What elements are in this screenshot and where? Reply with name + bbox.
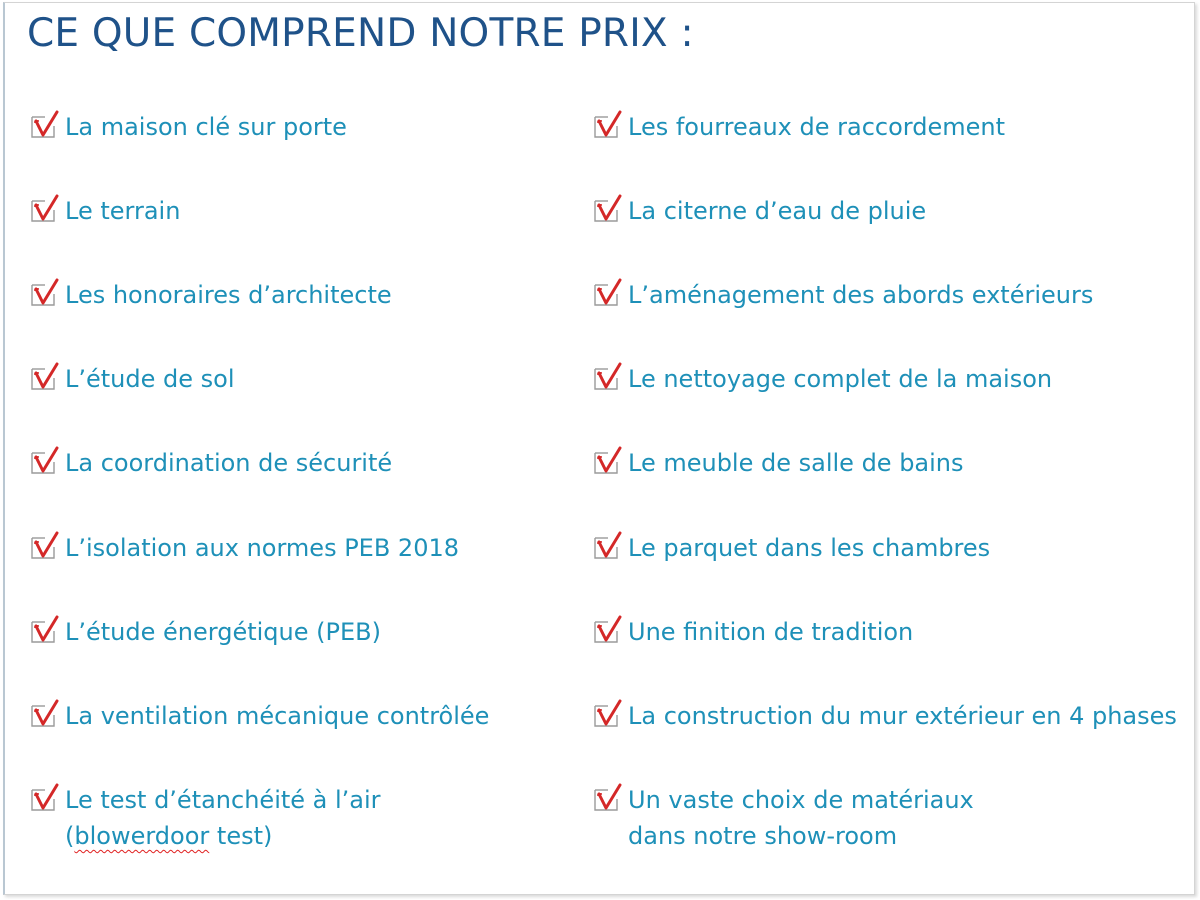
- list-item-label: Les fourreaux de raccordement: [628, 113, 1005, 141]
- list-item-line-1: Un vaste choix de matériaux: [628, 786, 974, 814]
- list-item: [592, 445, 964, 481]
- list-item: [592, 530, 990, 566]
- checkbox-check-icon: [29, 699, 60, 729]
- list-item: [592, 277, 1093, 313]
- page-title: CE QUE COMPREND NOTRE PRIX :: [27, 11, 694, 56]
- list-item: [592, 109, 1005, 145]
- checkbox-check-icon: [592, 531, 623, 561]
- list-item-line-2: dans notre show-room: [628, 822, 898, 850]
- list-item: [592, 193, 926, 229]
- list-item-label: La construction du mur extérieur en 4 phases: [628, 702, 1177, 730]
- list-item: [592, 698, 1177, 734]
- list-item: [29, 445, 392, 481]
- list-item: [29, 361, 235, 397]
- list-item-label: L’étude de sol: [65, 365, 235, 393]
- list-item-label: L’étude énergétique (PEB): [65, 618, 381, 646]
- list-item-line-2: [65, 818, 381, 854]
- checkbox-check-icon: [592, 699, 623, 729]
- checkbox-check-icon: [29, 194, 60, 224]
- list-item-label: [65, 782, 381, 854]
- list-item: [29, 109, 347, 145]
- checkbox-check-icon: [29, 278, 60, 308]
- slide: [3, 2, 1195, 895]
- list-item: [29, 530, 459, 566]
- list-item-label: La citerne d’eau de pluie: [628, 197, 927, 225]
- checkbox-check-icon: [592, 278, 623, 308]
- list-item-label: La maison clé sur porte: [65, 113, 347, 141]
- list-item-label: Le nettoyage complet de la maison: [628, 365, 1053, 393]
- checkbox-check-icon: [592, 783, 623, 813]
- checkbox-check-icon: [592, 615, 623, 645]
- checkbox-check-icon: [29, 615, 60, 645]
- list-item-label: La ventilation mécanique contrôlée: [65, 702, 490, 730]
- list-item-label: Le parquet dans les chambres: [628, 534, 991, 562]
- list-item: [29, 698, 489, 734]
- checkbox-check-icon: [592, 446, 623, 476]
- list-item: [29, 782, 381, 854]
- paren-open: (: [65, 822, 75, 850]
- list-item-line-1: Le test d’étanchéité à l’air: [65, 786, 381, 814]
- list-item-label: La coordination de sécurité: [65, 449, 393, 477]
- list-item: [592, 614, 913, 650]
- checkbox-check-icon: [29, 362, 60, 392]
- list-item: [29, 277, 392, 313]
- checkbox-check-icon: [29, 783, 60, 813]
- list-item: [29, 193, 180, 229]
- list-item: [29, 614, 381, 650]
- list-item-label: [628, 782, 974, 854]
- checkbox-check-icon: [592, 194, 623, 224]
- list-item-label: L’aménagement des abords extérieurs: [628, 281, 1094, 309]
- list-item-label: L’isolation aux normes PEB 2018: [65, 534, 460, 562]
- checkbox-check-icon: [29, 446, 60, 476]
- list-item: [592, 782, 974, 854]
- list-item-label: Le meuble de salle de bains: [628, 449, 964, 477]
- list-item: [592, 361, 1052, 397]
- checkbox-check-icon: [592, 110, 623, 140]
- list-item-label: Le terrain: [65, 197, 181, 225]
- checkbox-check-icon: [29, 531, 60, 561]
- checkbox-check-icon: [29, 110, 60, 140]
- checkbox-check-icon: [592, 362, 623, 392]
- line-2-rest: test): [209, 822, 273, 850]
- spellcheck-word: blowerdoor: [74, 822, 210, 850]
- list-item-label: Les honoraires d’architecte: [65, 281, 392, 309]
- list-item-label: Une finition de tradition: [628, 618, 914, 646]
